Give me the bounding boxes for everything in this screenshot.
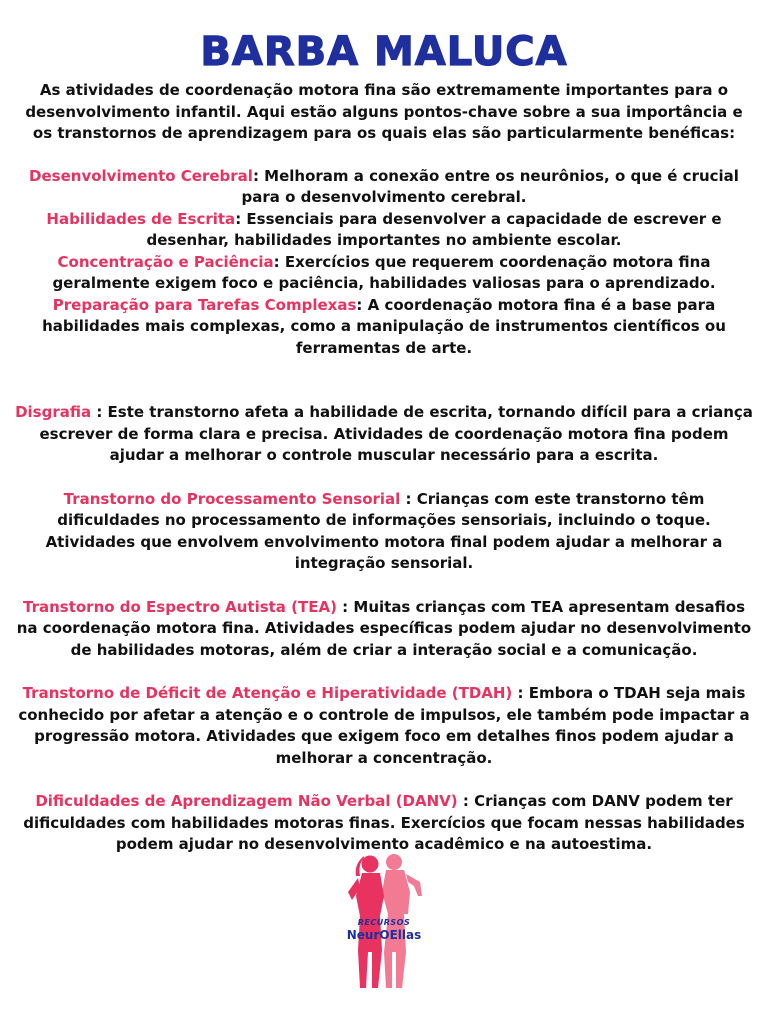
benefit-text: : Melhoram a conexão entre os neurônios, o que é crucial para o desenvolvimento cerebral. (241, 166, 739, 206)
disorder-paragraph (14, 489, 754, 575)
benefit-text: : Essenciais para desenvolver a capacidade de escrever e desenhar, habilidades importantes no ambiente escolar. (146, 209, 722, 249)
disorder-term: Transtorno do Espectro Autista (TEA) (22, 597, 337, 616)
disorder-term: Transtorno de Déficit de Atenção e Hiperatividade (TDAH) (22, 684, 513, 702)
disorder-text: : Este transtorno afeta a habilidade de escrita, tornando difícil para a criança escrever de forma clara e precisa. Atividades de coordenação motora fina podem ajudar a melhorar o controle muscular necessário para a escrita. (39, 403, 753, 464)
benefit-item (14, 166, 754, 209)
disorder-paragraph (14, 683, 754, 769)
intro-paragraph: As atividades de coordenação motora fina são extremamente importantes para o desenvolvimento infantil. Aqui estão alguns pontos-chave sobre a sua importância e os transtornos de aprendizagem para os quais elas são particularmente benéficas: (25, 81, 743, 142)
benefit-term: Concentração e Paciência (57, 252, 274, 271)
disorder-text: : Muitas crianças com TEA apresentam desafios na coordenação motora fina. Atividades específicas podem ajudar no desenvolvimento de habilidades motoras, além de criar a interação social e a comunicação. (16, 597, 752, 659)
logo-line1: RECURSOS (357, 918, 411, 927)
logo-line2: NeurOEllas (346, 928, 422, 942)
benefit-term: Preparação para Tarefas Complexas (52, 295, 357, 314)
disorder-paragraph (14, 597, 754, 662)
neuroellas-logo (334, 852, 434, 992)
disorder-term: Disgrafia (15, 403, 92, 421)
disorder-term: Transtorno do Processamento Sensorial (63, 489, 401, 508)
disorder-paragraph (14, 791, 754, 856)
benefit-text: : Exercícios que requerem coordenação motora fina geralmente exigem foco e paciência, habilidades valiosas para o aprendizado. (52, 252, 716, 292)
benefit-item (14, 252, 754, 295)
benefit-item (14, 295, 754, 360)
benefit-term: Desenvolvimento Cerebral (29, 166, 253, 185)
benefit-item (14, 209, 754, 252)
disorder-paragraph (14, 402, 754, 467)
benefit-term: Habilidades de Escrita (46, 209, 236, 228)
benefits-section (14, 166, 754, 360)
disorder-term: Dificuldades de Aprendizagem Não Verbal (DANV) (35, 792, 458, 810)
disorder-text: : Embora o TDAH seja mais conhecido por afetar a atenção e o controle de impulsos, ele também pode impactar a progressão motora. Atividades que exigem foco em detalhes finos podem ajudar a melhorar a concentração. (18, 684, 750, 767)
benefit-text: : A coordenação motora fina é a base para habilidades mais complexas, como a manipulação de instrumentos científicos ou ferramentas de arte. (42, 295, 726, 357)
disorder-text: : Crianças com DANV podem ter dificuldades com habilidades motoras finas. Exercícios que focam nessas habilidades podem ajudar no desenvolvimento acadêmico e na autoestima. (23, 792, 745, 853)
page-title: BARBA MALUCA (200, 29, 568, 75)
disorder-text: : Crianças com este transtorno têm dificuldades no processamento de informações sensoriais, incluindo o toque. Atividades que envolvem envolvimento motora final podem ajudar a melhorar a integração sensorial. (45, 489, 723, 572)
